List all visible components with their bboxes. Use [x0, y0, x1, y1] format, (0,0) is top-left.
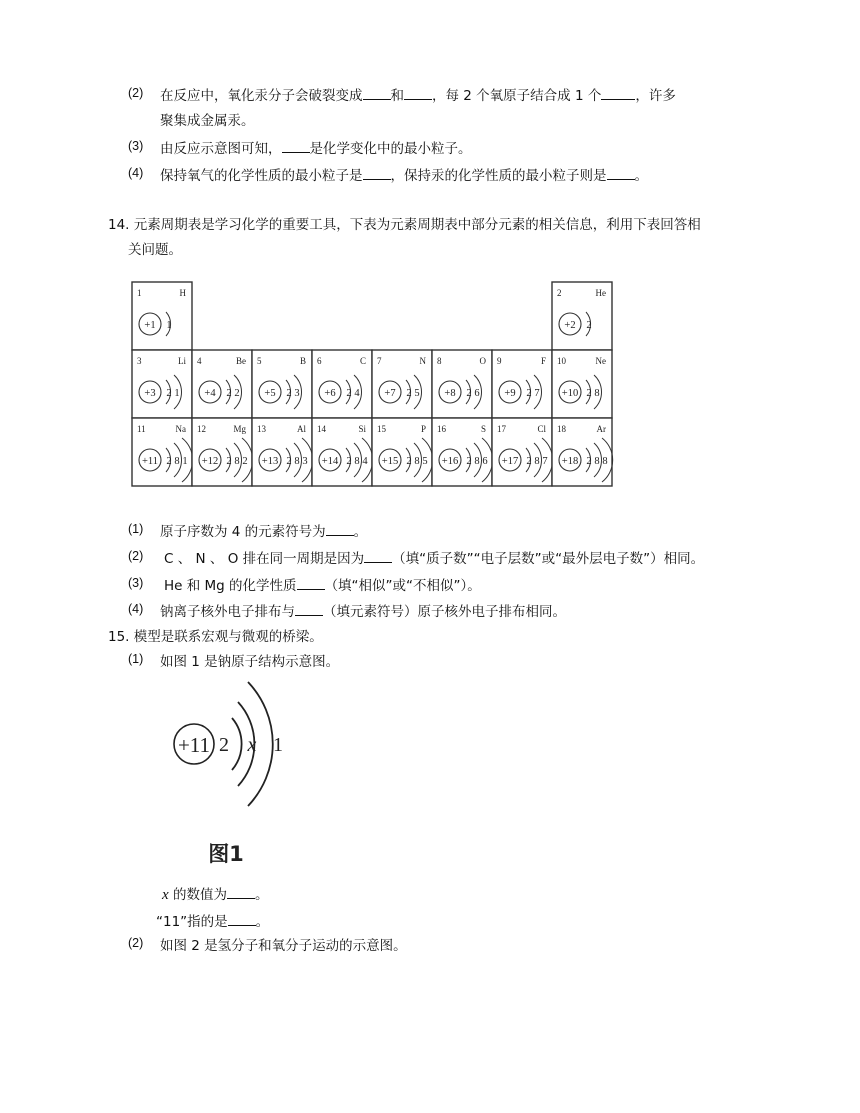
- atomic-number: 16: [437, 424, 446, 434]
- variable-x: x: [162, 887, 169, 903]
- shell-electron-count: 2: [346, 456, 352, 467]
- element-cell-B: [252, 350, 312, 418]
- element-cell-C: [312, 350, 372, 418]
- q13-p2-part2: 和: [390, 88, 404, 104]
- sodium-atom-diagram: [160, 680, 310, 870]
- atomic-number: 18: [557, 424, 566, 434]
- q13-p3-part2: 是化学变化中的最小粒子。: [309, 141, 472, 157]
- nuclear-charge: +2: [564, 320, 576, 331]
- q13-p4-part1: 保持氧气的化学性质的最小粒子是: [160, 168, 363, 184]
- q14-stem-cont: 关问题。: [128, 242, 182, 258]
- q14-p4-text: [160, 600, 566, 620]
- element-symbol: P: [420, 424, 426, 434]
- answer-blank[interactable]: [404, 86, 432, 100]
- shell1-electrons: 2: [219, 734, 229, 756]
- shell-electron-count: 1: [174, 388, 180, 399]
- shell-electron-count: 8: [474, 456, 480, 467]
- atomic-number: 3: [137, 356, 142, 366]
- q14-p3-part2: （填“相似”或“不相似”）。: [324, 578, 481, 594]
- shell-electron-count: 5: [422, 456, 428, 467]
- element-symbol: Ar: [596, 424, 606, 434]
- shell-electron-count: 6: [474, 388, 480, 399]
- q13-p2-number: (2): [128, 86, 144, 100]
- q13-p2-part4: ，许多: [635, 88, 676, 104]
- element-symbol: Si: [358, 424, 366, 434]
- nuclear-charge: +5: [264, 388, 276, 399]
- shell-electron-count: 1: [166, 320, 172, 331]
- shell-electron-count: 8: [594, 456, 600, 467]
- q15-a1-part2: 。: [254, 887, 269, 903]
- element-cell-O: [432, 350, 492, 418]
- shell-electron-count: 5: [414, 388, 420, 399]
- atomic-number: 11: [137, 424, 146, 434]
- shell-electron-count: 2: [466, 388, 472, 399]
- shell-electron-count: 2: [526, 456, 532, 467]
- answer-blank[interactable]: [607, 166, 635, 180]
- nuclear-charge: +15: [381, 456, 399, 467]
- atomic-number: 4: [197, 356, 202, 366]
- element-cell-Be: [192, 350, 252, 418]
- atomic-number: 8: [437, 356, 442, 366]
- nucleus-charge: +11: [177, 733, 211, 757]
- element-cell-Li: [132, 350, 192, 418]
- shell-electron-count: 6: [482, 456, 488, 467]
- element-cell-Ne: [552, 350, 612, 418]
- nuclear-charge: +4: [204, 388, 216, 399]
- q15-a2-text: [156, 910, 269, 930]
- element-cell-F: [492, 350, 552, 418]
- shell-electron-count: 2: [526, 388, 532, 399]
- q14-p4-part2: （填元素符号）原子核外电子排布相同。: [323, 604, 566, 620]
- shell-electron-count: 8: [294, 456, 300, 467]
- shell-electron-count: 8: [602, 456, 608, 467]
- q15-p2-number: (2): [128, 936, 144, 950]
- shell2-electrons: x: [247, 734, 257, 756]
- q15-a2-part2: 。: [255, 914, 270, 930]
- shell-electron-count: 2: [226, 388, 232, 399]
- answer-blank[interactable]: [295, 602, 323, 616]
- nuclear-charge: +18: [561, 456, 579, 467]
- q13-p3-text: [160, 137, 472, 157]
- answer-blank[interactable]: [227, 885, 255, 899]
- q14-p1-number: (1): [128, 522, 144, 536]
- q13-p2-part1: 在反应中，氧化汞分子会破裂变成: [160, 88, 363, 104]
- shell-electron-count: 2: [346, 388, 352, 399]
- element-symbol: S: [480, 424, 486, 434]
- shell-electron-count: 8: [174, 456, 180, 467]
- electron-shell-arc: [232, 718, 242, 770]
- q13-p4-number: (4): [128, 166, 144, 180]
- shell-electron-count: 8: [534, 456, 540, 467]
- shell-electron-count: 2: [166, 456, 172, 467]
- element-symbol: O: [479, 356, 486, 366]
- atomic-number: 15: [377, 424, 386, 434]
- q13-p4-part2: ，保持汞的化学性质的最小粒子则是: [390, 168, 607, 184]
- element-cell-Si: [312, 418, 373, 486]
- atomic-number: 17: [497, 424, 506, 434]
- q14-p4-part1: 钠离子核外电子排布与: [160, 604, 295, 620]
- periodic-table-figure: [130, 280, 615, 495]
- atomic-number: 2: [557, 288, 562, 298]
- q13-p3-part1: 由反应示意图可知，: [160, 141, 282, 157]
- element-symbol: N: [419, 356, 426, 366]
- element-symbol: C: [359, 356, 366, 366]
- answer-blank[interactable]: [282, 139, 310, 153]
- element-cell-Ar: [552, 418, 613, 486]
- nuclear-charge: +11: [141, 456, 159, 467]
- nuclear-charge: +17: [501, 456, 519, 467]
- nuclear-charge: +1: [144, 320, 156, 331]
- q14-p3-part1: He 和 Mg 的化学性质: [164, 578, 297, 594]
- nuclear-charge: +7: [384, 388, 396, 399]
- element-symbol: Cl: [537, 424, 546, 434]
- q14-p2-part2: （填“质子数”“电子层数”或“最外层电子数”）相同。: [392, 551, 705, 567]
- answer-blank[interactable]: [297, 576, 325, 590]
- nuclear-charge: +13: [261, 456, 279, 467]
- q14-p1-part1: 原子序数为 4 的元素符号为: [160, 524, 326, 540]
- shell-electron-count: 2: [586, 388, 592, 399]
- answer-blank[interactable]: [363, 166, 391, 180]
- atomic-number: 10: [557, 356, 566, 366]
- element-symbol: Be: [236, 356, 246, 366]
- shell-electron-count: 3: [302, 456, 308, 467]
- q13-p3-number: (3): [128, 139, 144, 153]
- element-cell-P: [372, 418, 433, 486]
- element-symbol: Li: [178, 356, 186, 366]
- shell-electron-count: 1: [182, 456, 188, 467]
- element-symbol: F: [540, 356, 546, 366]
- answer-blank[interactable]: [228, 912, 256, 926]
- atomic-number: 13: [257, 424, 266, 434]
- nuclear-charge: +12: [201, 456, 219, 467]
- shell-electron-count: 4: [362, 456, 368, 467]
- nuclear-charge: +3: [144, 388, 156, 399]
- atomic-number: 9: [497, 356, 502, 366]
- q13-p4-part3: 。: [634, 168, 648, 184]
- atomic-number: 7: [377, 356, 382, 366]
- shell-electron-count: 2: [586, 456, 592, 467]
- q14-p2-part1: C 、 N 、 O 排在同一周期是因为: [164, 551, 365, 567]
- element-symbol: H: [179, 288, 186, 298]
- shell-electron-count: 8: [234, 456, 240, 467]
- shell-electron-count: 8: [354, 456, 360, 467]
- nuclear-charge: +16: [441, 456, 459, 467]
- element-symbol: Al: [297, 424, 306, 434]
- element-symbol: B: [299, 356, 306, 366]
- answer-blank[interactable]: [363, 86, 391, 100]
- shell-electron-count: 8: [414, 456, 420, 467]
- atomic-number: 14: [317, 424, 326, 434]
- q14-stem: 14. 元素周期表是学习化学的重要工具，下表为元素周期表中部分元素的相关信息，利用下表回答相: [108, 217, 701, 233]
- shell-electron-count: 2: [286, 456, 292, 467]
- element-cell-Na: [132, 418, 193, 486]
- q14-p1-part2: 。: [353, 524, 368, 540]
- nuclear-charge: +9: [504, 388, 516, 399]
- shell-electron-count: 4: [354, 388, 360, 399]
- atomic-number: 6: [317, 356, 322, 366]
- q14-p4-number: (4): [128, 602, 144, 616]
- nuclear-charge: +14: [321, 456, 339, 467]
- answer-blank[interactable]: [601, 86, 635, 100]
- shell-electron-count: 2: [466, 456, 472, 467]
- q15-p1-text: 如图 1 是钠原子结构示意图。: [160, 654, 340, 670]
- atomic-number: 1: [137, 288, 142, 298]
- q14-p2-text: [164, 547, 704, 567]
- answer-blank[interactable]: [326, 522, 354, 536]
- element-cell-Al: [252, 418, 313, 486]
- q13-p2-part3: ，每 2 个氧原子结合成 1 个: [432, 88, 602, 104]
- nuclear-charge: +10: [561, 388, 579, 399]
- nuclear-charge: +6: [324, 388, 336, 399]
- shell-electron-count: 8: [594, 388, 600, 399]
- shell-electron-count: 7: [534, 388, 540, 399]
- q14-p2-number: (2): [128, 549, 144, 563]
- shell-electron-count: 2: [242, 456, 248, 467]
- element-symbol: He: [595, 288, 606, 298]
- atomic-number: 12: [197, 424, 206, 434]
- atomic-number: 5: [257, 356, 262, 366]
- shell-electron-count: 3: [294, 388, 300, 399]
- element-symbol: Mg: [233, 424, 246, 434]
- figure-caption: 图1: [208, 842, 244, 866]
- q15-p1-number: (1): [128, 652, 144, 666]
- q14-p3-number: (3): [128, 576, 144, 590]
- shell-electron-count: 2: [234, 388, 240, 399]
- q15-a2-part1: “11”指的是: [156, 914, 228, 930]
- shell-electron-count: 2: [166, 388, 172, 399]
- shell-electron-count: 2: [286, 388, 292, 399]
- answer-blank[interactable]: [364, 549, 392, 563]
- shell3-electrons: 1: [273, 734, 283, 756]
- shell-electron-count: 7: [542, 456, 548, 467]
- element-symbol: Ne: [595, 356, 606, 366]
- element-cell-N: [372, 350, 432, 418]
- q13-p2-text: [160, 84, 676, 104]
- element-cell-Mg: [192, 418, 253, 486]
- element-cell-S: [432, 418, 493, 486]
- q15-stem: 15. 模型是联系宏观与微观的桥梁。: [108, 629, 323, 645]
- q14-p3-text: [164, 574, 481, 594]
- q15-a1-text: [162, 883, 268, 904]
- element-cell-Cl: [492, 418, 553, 486]
- element-symbol: Na: [175, 424, 186, 434]
- element-cell-H: [132, 282, 192, 350]
- q13-p2-cont: 聚集成金属汞。: [160, 113, 255, 129]
- q14-p1-text: [160, 520, 367, 540]
- q15-p2-text: 如图 2 是氢分子和氧分子运动的示意图。: [160, 938, 407, 954]
- element-cell-He: [552, 282, 612, 350]
- shell-electron-count: 2: [406, 456, 412, 467]
- shell-electron-count: 2: [226, 456, 232, 467]
- shell-electron-count: 2: [586, 320, 592, 331]
- q15-a1-part1: 的数值为: [168, 887, 227, 903]
- shell-electron-count: 2: [406, 388, 412, 399]
- q13-p4-text: [160, 164, 648, 184]
- nuclear-charge: +8: [444, 388, 456, 399]
